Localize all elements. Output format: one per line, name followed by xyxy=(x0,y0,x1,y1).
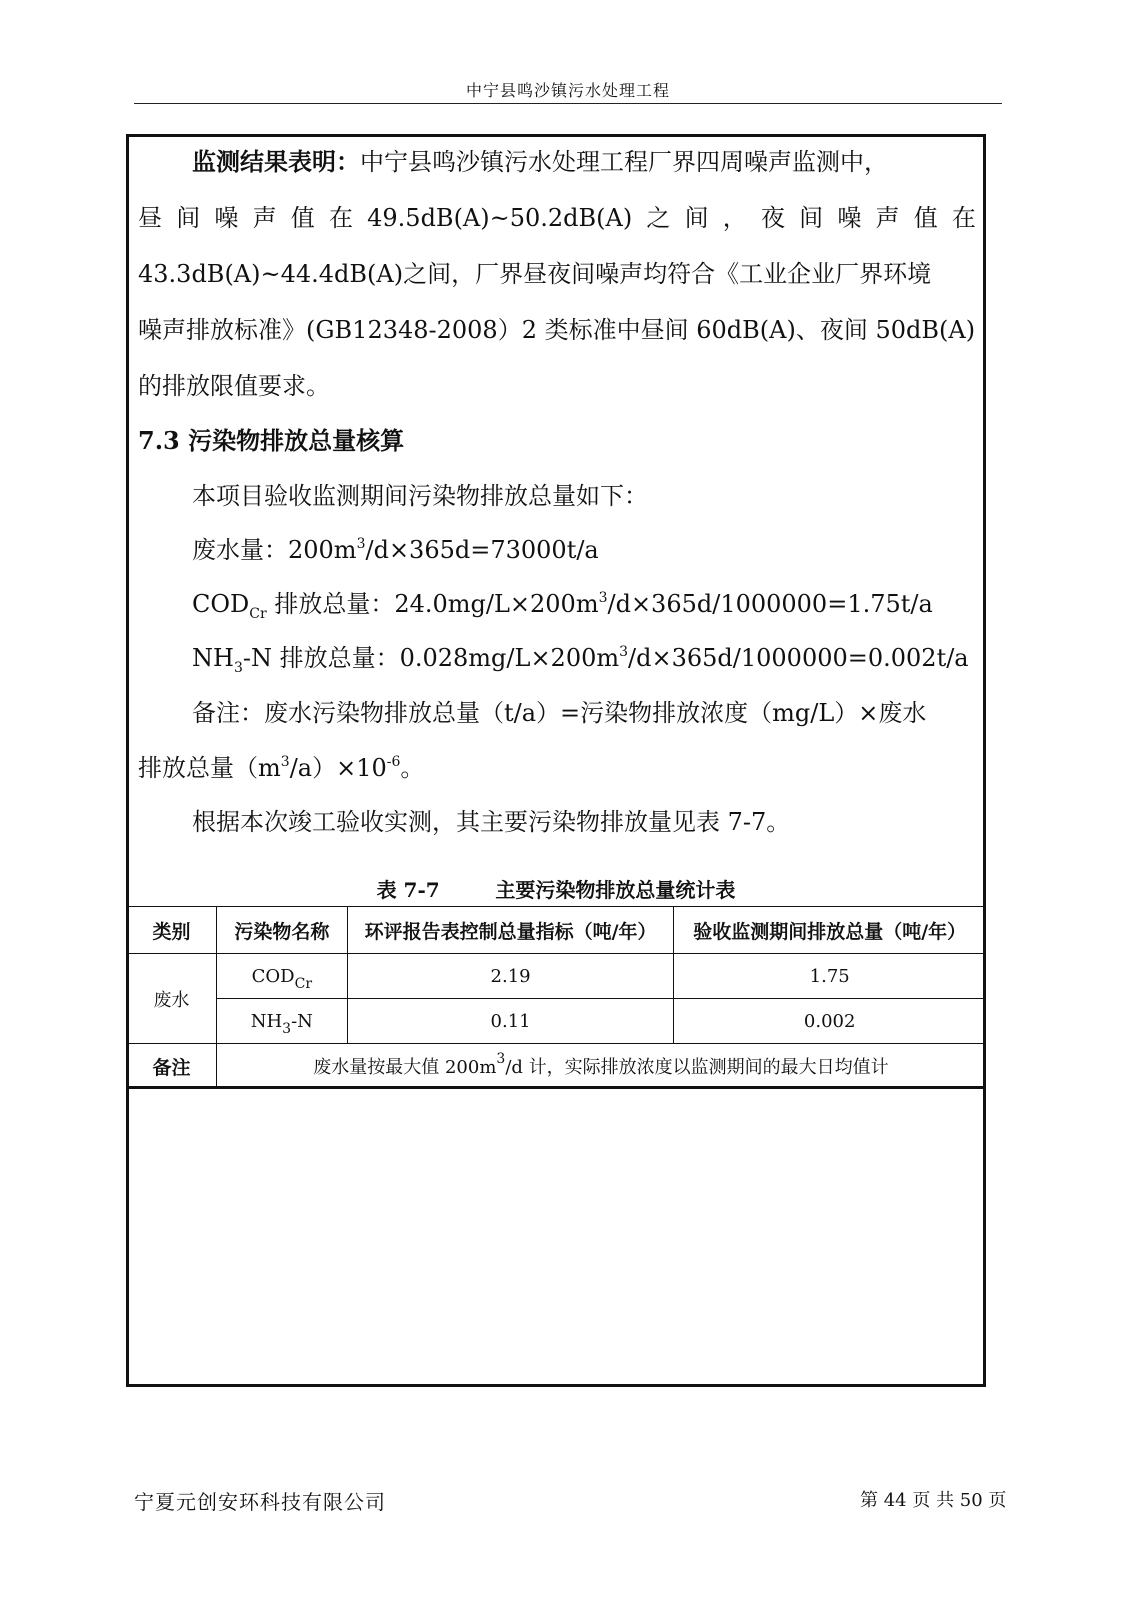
paragraph-text: 中宁县鸣沙镇污水处理工程厂界四周噪声监测中， xyxy=(360,148,888,176)
footer-page-number: 第 44 页 共 50 页 xyxy=(860,1490,1007,1511)
limit-cell: 2.19 xyxy=(347,954,674,999)
limit-cell: 0.11 xyxy=(347,999,674,1044)
justified-word: 间 xyxy=(176,204,201,232)
cod-formula: $COD_{Cr}$ 排放总量：$24.0mg/L\times 200m^3/d\times 365d/1000000=1.75t/a$ xyxy=(192,590,933,622)
table-row xyxy=(127,999,986,1044)
justified-word: 噪 xyxy=(214,204,239,232)
table-header-row xyxy=(127,907,986,954)
justified-word: 在 xyxy=(328,204,353,232)
result-label: 监测结果表明： xyxy=(192,147,360,176)
header-rule xyxy=(134,103,1002,104)
actual-cell: 1.75 xyxy=(674,954,986,999)
table-bottom-rule xyxy=(126,1086,986,1089)
table-note-row xyxy=(127,1044,986,1089)
justified-word: 值 xyxy=(290,204,315,232)
intro-line: 本项目验收监测期间污染物排放总量如下： xyxy=(192,482,648,510)
justified-word: 49.5dB(A)~50.2dB(A) xyxy=(367,204,633,232)
justified-word: 昼 xyxy=(138,204,162,232)
actual-cell: 0.002 xyxy=(674,999,986,1044)
footer-company: 宁夏元创安环科技有限公司 xyxy=(134,1490,386,1514)
conclusion-line: 根据本次竣工验收实测，其主要污染物排放量见表 7-7。 xyxy=(192,808,791,836)
justified-word: 声 xyxy=(252,204,277,232)
running-header: 中宁县鸣沙镇污水处理工程 xyxy=(465,81,670,100)
justified-word: 夜 xyxy=(760,204,785,232)
table-header-cell: 验收监测期间排放总量（吨/年） xyxy=(674,907,986,954)
table-header-cell: 环评报告表控制总量指标（吨/年） xyxy=(347,907,674,954)
table-header-cell: 污染物名称 xyxy=(216,907,347,954)
justified-word: ， xyxy=(722,204,747,232)
justified-word: 在 xyxy=(951,204,976,232)
wastewater-formula: 废水量：$200m^3/d\times 365d=73000t/a$ xyxy=(192,536,599,564)
justified-word: 间 xyxy=(799,204,824,232)
justified-word: 噪 xyxy=(837,204,862,232)
paragraph-justified-line xyxy=(138,200,976,236)
pollutant-name-cell: $NH_3-N$ xyxy=(216,999,347,1044)
emission-table xyxy=(126,906,986,1089)
nh3-formula: $NH_3-N$ 排放总量：$0.028mg/L\times 200m^3/d\times 365d/1000000=0.002t/a$ xyxy=(192,644,969,676)
note-label-cell: 备注 xyxy=(127,1044,217,1089)
category-cell: 废水 xyxy=(127,954,217,1044)
paragraph-line: 噪声排放标准》(GB12348-2008）2 类标准中昼间 60dB(A)、夜间 50dB(A) xyxy=(138,316,976,344)
justified-word: 声 xyxy=(875,204,900,232)
table-row xyxy=(127,954,986,999)
note-line: 备注：废水污染物排放总量（t/a）=污染物排放浓度（mg/L）×废水 xyxy=(192,699,927,727)
justified-word: 间 xyxy=(684,204,709,232)
table-header-cell: 类别 xyxy=(127,907,217,954)
section-heading: 7.3 污染物排放总量核算 xyxy=(138,426,405,455)
paragraph-line: 43.3dB(A)~44.4dB(A)之间，厂界昼夜间噪声均符合《工业企业厂界环境 xyxy=(138,260,932,288)
table-caption: 表 7-7 主要污染物排放总量统计表 xyxy=(376,878,736,902)
paragraph-line: 的排放限值要求。 xyxy=(138,372,330,400)
justified-word: 之 xyxy=(646,204,671,232)
note-text-cell: 废水量按最大值 $200m^3/d$ 计，实际排放浓度以监测期间的最大日均值计 xyxy=(216,1044,985,1089)
pollutant-name-cell: $COD_{Cr}$ xyxy=(216,954,347,999)
note-line: 排放总量$(m^3/a)\times 10^{-6}$。 xyxy=(138,754,425,782)
justified-word: 值 xyxy=(913,204,938,232)
paragraph-line xyxy=(192,144,888,180)
